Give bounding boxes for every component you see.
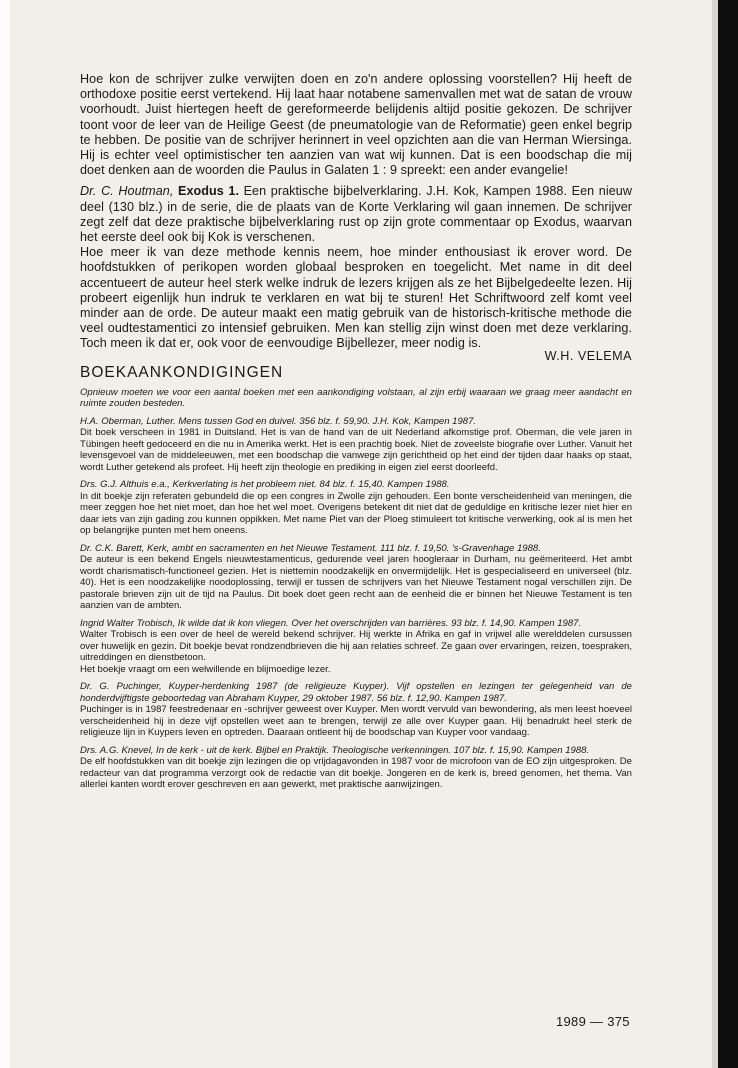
essay-paragraph-1: Hoe kon de schrijver zulke verwijten doen en zo'n andere oplossing voorstellen? Hij heeft de orthodoxe positie eerst vertekend. Hij laat haar notabene samenvallen met wat de satan de vrouw voorhoudt. Juist hiertegen heeft de gereformeerde belijdenis altijd positie gekozen. De schrijver toont voor de leer van de Heilige Geest (de pneumatologie van de Reformatie) geen enkel begrip te hebben. De positie van de schrijver herinnert in veel opzichten aan die van Herman Wiersinga. Hij is echter veel optimistischer ten aanzien van wat wij kunnen. Dat is een boodschap die mij doet denken aan de woorden die Paulus in Galaten 1 : 9 spreekt: een ander evangelie! xyxy=(80,72,632,178)
essay-paragraph-2-text: Een praktische bijbelverklaring. J.H. Kok, Kampen 1988. Een nieuw deel (130 blz.) in de serie, die de plaats van de Korte Verklaring wil gaan innemen. De schrijver zegt zelf dat deze praktische bijbelverklaring rust op zijn grote commentaar op Exodus, waarvan het eerste deel ook bij Kok is verschenen. xyxy=(80,184,632,245)
page-content xyxy=(80,72,632,791)
review-title: Drs. G.J. Althuis e.a., Kerkverlating is het probleem niet. 84 blz. f. 15,40. Kampen 1988. xyxy=(80,479,450,491)
scan-left-margin xyxy=(0,0,10,1068)
scan-dark-border xyxy=(718,0,738,1068)
review-item xyxy=(80,681,632,739)
review-title: Dr. G. Puchinger, Kuyper-herdenking 1987 (de religieuze Kuyper). Vijf opstellen en lezingen ter gelegenheid van de honderdvijftigste geboortedag van Abraham Kuyper, 29 oktober 1987. 56 blz. f. 12,90. Kampen 1987. xyxy=(80,681,632,704)
author-signature: W.H. VELEMA xyxy=(544,348,632,363)
review-title: Drs. A.G. Knevel, In de kerk - uit de kerk. Bijbel en Praktijk. Theologische verkenningen. 107 blz. f. 15,90. Kampen 1988. xyxy=(80,744,590,756)
review-title: H.A. Oberman, Luther. Mens tussen God en duivel. 356 blz. f. 59,90. J.H. Kok, Kampen 1987. xyxy=(80,415,477,427)
review-title: Dr. C.K. Barett, Kerk, ambt en sacramenten en het Nieuwe Testament. 111 blz. f. 19,50. 's-Gravenhage 1988. xyxy=(80,542,541,554)
review-body: De elf hoofdstukken van dit boekje zijn lezingen die op vrijdagavonden in 1987 voor de microfoon van de EO zijn uitgesproken. De redacteur van dat programma verzorgt ook de redactie van dit boekje. Jongeren en de kerk is, breed genomen, het thema. Van allerlei kanten wordt erover geschreven en aan gewerkt, met praktische aanwijzingen. xyxy=(80,756,632,791)
review-title: Ingrid Walter Trobisch, Ik wilde dat ik kon vliegen. Over het overschrijden van barrières. 93 blz. f. 14,90. Kampen 1987. xyxy=(80,617,582,629)
review-item xyxy=(80,479,632,537)
review-item xyxy=(80,416,632,474)
section-heading: BOEKAANKONDIGINGEN xyxy=(80,363,284,381)
book-author: Dr. C. Houtman, xyxy=(80,184,174,199)
review-body: Puchinger is in 1987 feestredenaar en -schrijver geweest over Kuyper. Men wordt vervuld van bewondering, als men leest hoeveel verscheidenheid hij in deze vijf opstellen weet aan te brengen, terwijl ze alle over Kuyper gaan. Hij benadrukt heel sterk de religieuze lijn in Kuypers leven en optreden. Daaraan ontleent hij de boodschap van Kuyper voor vandaag. xyxy=(80,704,632,739)
review-item xyxy=(80,745,632,791)
review-item xyxy=(80,618,632,676)
section-intro: Opnieuw moeten we voor een aantal boeken met een aankondiging volstaan, al zijn erbij waaraan we graag meer aandacht en ruimte zouden besteden. xyxy=(80,386,632,410)
review-body: In dit boekje zijn referaten gebundeld die op een congres in Zwolle zijn gehouden. Een bonte verscheidenheid van meningen, die meer zeggen hoe het niet moet, dan hoe het wel moet. Overigens betekent dit niet dat de geduldige en kritische lezer niet hier en daar iets van zijn gading zou kunnen oppikken. Met name Piet van der Ploeg stimuleert tot kritische verwerking, ook al is men het op belangrijke punten met hem oneens. xyxy=(80,490,632,537)
essay-paragraph-2 xyxy=(80,184,632,245)
page-number: 1989 — 375 xyxy=(556,1014,630,1029)
review-item xyxy=(80,543,632,612)
essay-paragraph-3: Hoe meer ik van deze methode kennis neem, hoe minder enthousiast ik erover word. De hoofdstukken of perikopen worden globaal besproken en toegelicht. Met name in dit deel accentueert de auteur heel sterk welke indruk de lezers krijgen als ze het Bijbelgedeelte lezen. Hij probeert eigenlijk hun indruk te verklaren en wat bij te sturen! Het Schriftwoord zelf komt veel minder aan de orde. De auteur maakt een matig gebruik van de historisch-kritische methode die veel oudtestamentici zo intensief gebruiken. Men kan stellig zijn winst doen met deze verklaring. Toch meen ik dat er, ook voor de eenvoudige Bijbellezer, meer nodig is. xyxy=(80,245,632,351)
review-body: Dit boek verscheen in 1981 in Duitsland. Het is van de hand van de uit Nederland afkomstige prof. Oberman, die vele jaren in Tübingen heeft gedoceerd en die nu in Amerika werkt. Het is een prachtig boek. Niet de zoveelste biografie over Luther. Vanuit het levensgevoel van de middeleeuwen, met een boodschap die vanwege zijn gerichtheid op het eind der tijden daar haaks op staat, wordt Luther getekend als profeet. Hij heeft zijn theologie en prediking in eigen ziel eerst doorleefd. xyxy=(80,427,632,473)
review-body: De auteur is een bekend Engels nieuwtestamenticus, gedurende veel jaren hoogleraar in Durham, nu geëmeriteerd. Het ambt wordt charismatisch-functioneel gezien. Het is niettemin noodzakelijk en onvermijdelijk. Het is gespecialiseerd en universeel (blz. 40). Het is een noodzakelijke noodoplossing, terwijl er tussen de schrijvers van het Nieuwe Testament nogal verschillen zijn. De pastorale brieven zijn uit de tijd na Paulus. Dit boek doet geen recht aan de eenheid die er binnen het Nieuwe Testament is ten aanzien van de ambten. xyxy=(80,554,632,612)
review-body: Walter Trobisch is een over de heel de wereld bekend schrijver. Hij werkte in Afrika en gaf in vrijwel alle werelddelen cursussen over huwelijk en gezin. Dit boekje bevat rondzendbrieven die hij aan relaties schreef. Ze gaan over ervaringen, reizen, toespraken, uitreddingen en dienstbetoon. xyxy=(80,629,632,664)
review-body-closing: Het boekje vraagt om een welwillende en blijmoedige lezer. xyxy=(80,663,331,675)
book-title: Exodus 1. xyxy=(178,184,239,199)
